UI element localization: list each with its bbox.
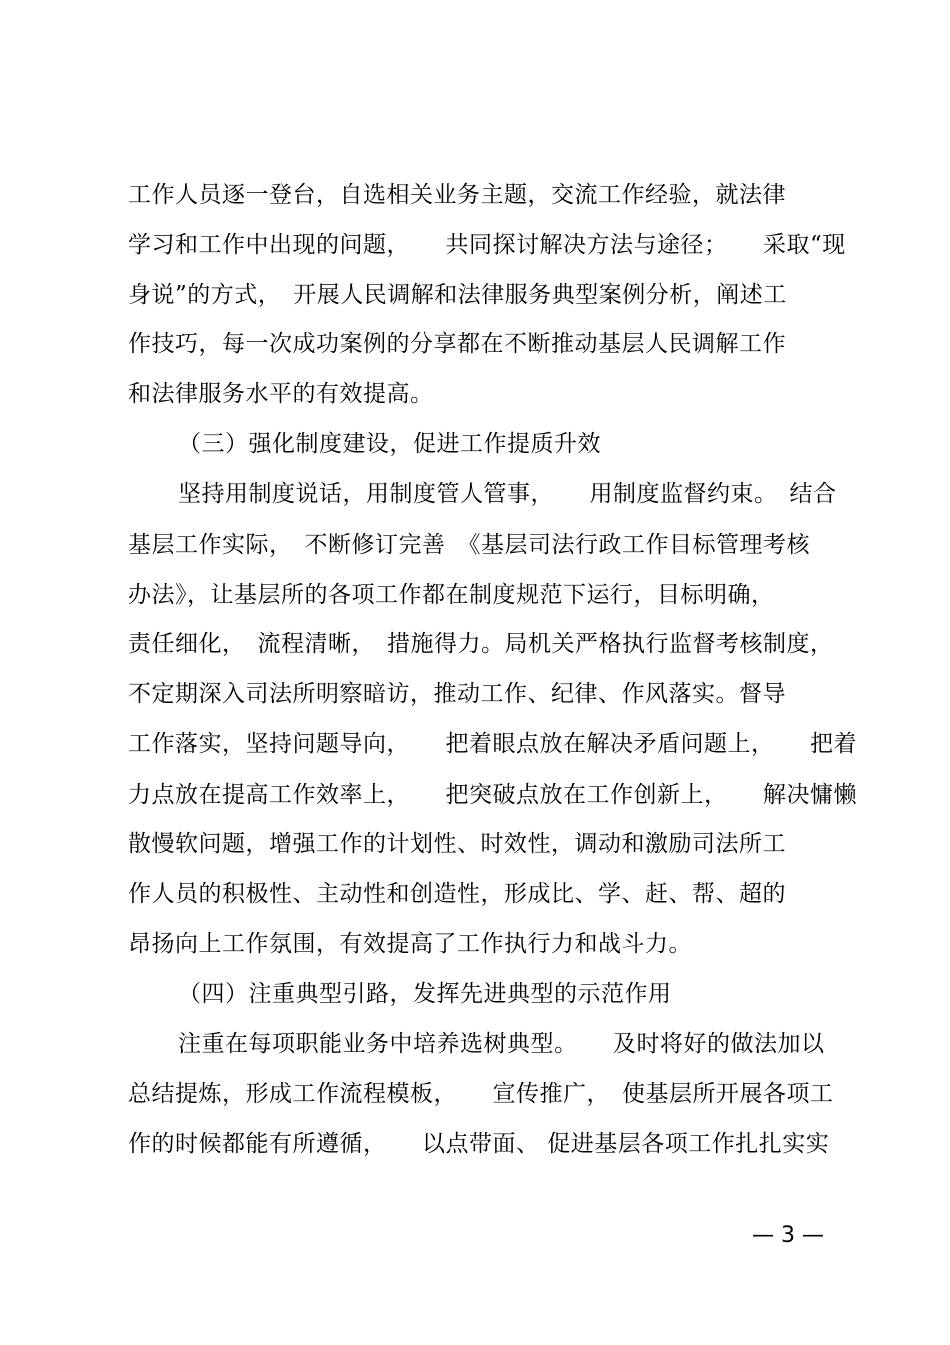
body-text-line: 作技巧，每一次成功案例的分享都在不断推动基层人民调解工作 <box>128 331 786 357</box>
body-text-line: 工作落实，坚持问题导向， 把着眼点放在解决矛盾问题上， 把着 <box>128 731 857 757</box>
body-text-line: 总结提炼，形成工作流程模板， 宣传推广， 使基层所开展各项工 <box>128 1081 834 1107</box>
body-text-line: 办法》，让基层所的各项工作都在制度规范下运行，目标明确， <box>128 582 775 608</box>
body-text-line: 坚持用制度说话，用制度管人管事， 用制度监督约束。 结合 <box>178 481 837 507</box>
body-text-line: 作的时候都能有所遵循， 以点带面、 促进基层各项工作扎扎实实 <box>128 1131 830 1157</box>
body-text-line: 基层工作实际， 不断修订完善 《基层司法行政工作目标管理考核 <box>128 532 810 558</box>
section-heading: （三）强化制度建设，促进工作提质升效 <box>178 431 601 457</box>
body-text-line: 责任细化， 流程清晰， 措施得力。局机关严格执行监督考核制度， <box>128 631 834 657</box>
body-text-line: 和法律服务水平的有效提高。 <box>128 381 434 407</box>
body-text-line: 力点放在提高工作效率上， 把突破点放在工作创新上， 解决慵懒 <box>128 782 857 808</box>
body-text-line: 昂扬向上工作氛围，有效提高了工作执行力和战斗力。 <box>128 931 692 957</box>
section-heading: （四）注重典型引路，发挥先进典型的示范作用 <box>178 981 672 1007</box>
body-text-line: 不定期深入司法所明察暗访，推动工作、纪律、作风落实。督导 <box>128 681 786 707</box>
body-text-line: 注重在每项职能业务中培养选树典型。 及时将好的做法加以 <box>178 1031 825 1057</box>
page-number: — 3 — <box>752 1223 824 1248</box>
body-text-line: 工作人员逐一登台，自选相关业务主题，交流工作经验，就法律 <box>128 182 786 208</box>
body-text-line: 学习和工作中出现的问题， 共同探讨解决方法与途径； 采取“现 <box>128 232 846 258</box>
body-text-line: 身说”的方式， 开展人民调解和法律服务典型案例分析，阐述工 <box>128 282 787 308</box>
body-text-line: 作人员的积极性、主动性和创造性，形成比、学、赶、帮、超的 <box>128 881 786 907</box>
body-text-line: 散慢软问题，增强工作的计划性、时效性，调动和激励司法所工 <box>128 831 786 857</box>
